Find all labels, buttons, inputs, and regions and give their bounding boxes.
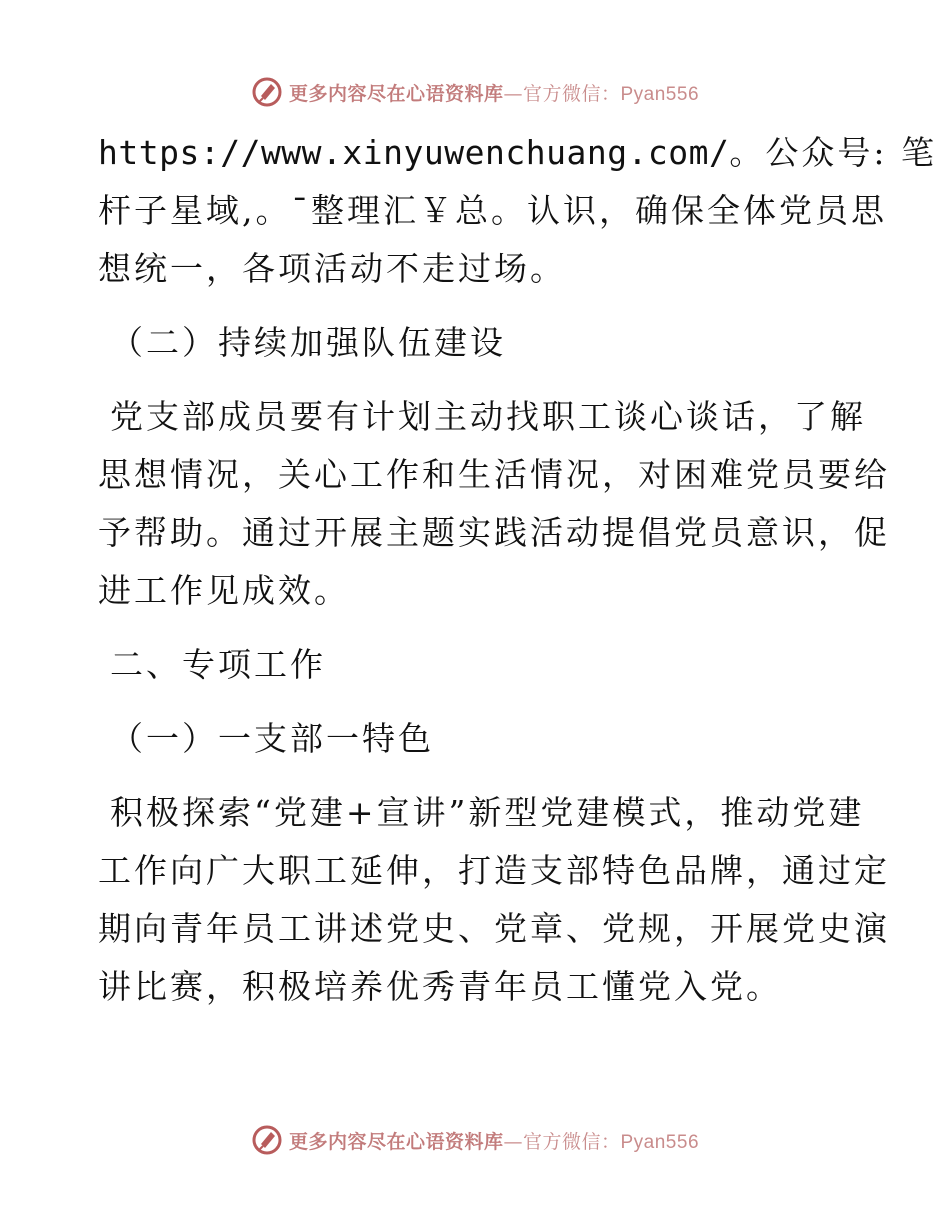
section-heading: （一）一支部一特色 [110,719,434,758]
paragraph-line: 期向青年员工讲述党史、党章、党规，开展党史演 [98,909,890,948]
paragraph-line: 思想情况，关心工作和生活情况，对困难党员要给 [98,455,890,494]
xinyu-logo-icon [251,1124,283,1156]
paragraph-line: 党支部成员要有计划主动找职工谈心谈话，了解 [110,397,866,436]
document-body [98,124,938,1016]
watermark-text: 更多内容尽在心语资料库—官方微信：Pyan556 [288,82,700,105]
xinyu-logo-icon [251,76,283,108]
paragraph-line: 予帮助。通过开展主题实践活动提倡党员意识，促 [98,513,890,552]
section-heading: （二）持续加强队伍建设 [110,323,506,362]
paragraph-line: 积极探索“党建+宣讲”新型党建模式，推动党建 [110,793,865,832]
header-watermark [0,72,950,112]
footer-watermark [0,1120,950,1160]
paragraph-line: https://www.xinyuwenchuang.com/。公众号: 笔 [98,133,938,172]
paragraph-line: 工作向广大职工延伸，打造支部特色品牌，通过定 [98,851,890,890]
paragraph-line: 想统一，各项活动不走过场。 [98,249,566,288]
section-heading: 二、专项工作 [110,645,326,684]
paragraph-line: 讲比赛，积极培养优秀青年员工懂党入党。 [98,967,782,1006]
watermark-text: 更多内容尽在心语资料库—官方微信：Pyan556 [288,1130,700,1153]
paragraph-line: 进工作见成效。 [98,571,350,610]
paragraph-line: 杆子星域,。¯整理汇￥总。认识，确保全体党员思 [98,191,887,230]
